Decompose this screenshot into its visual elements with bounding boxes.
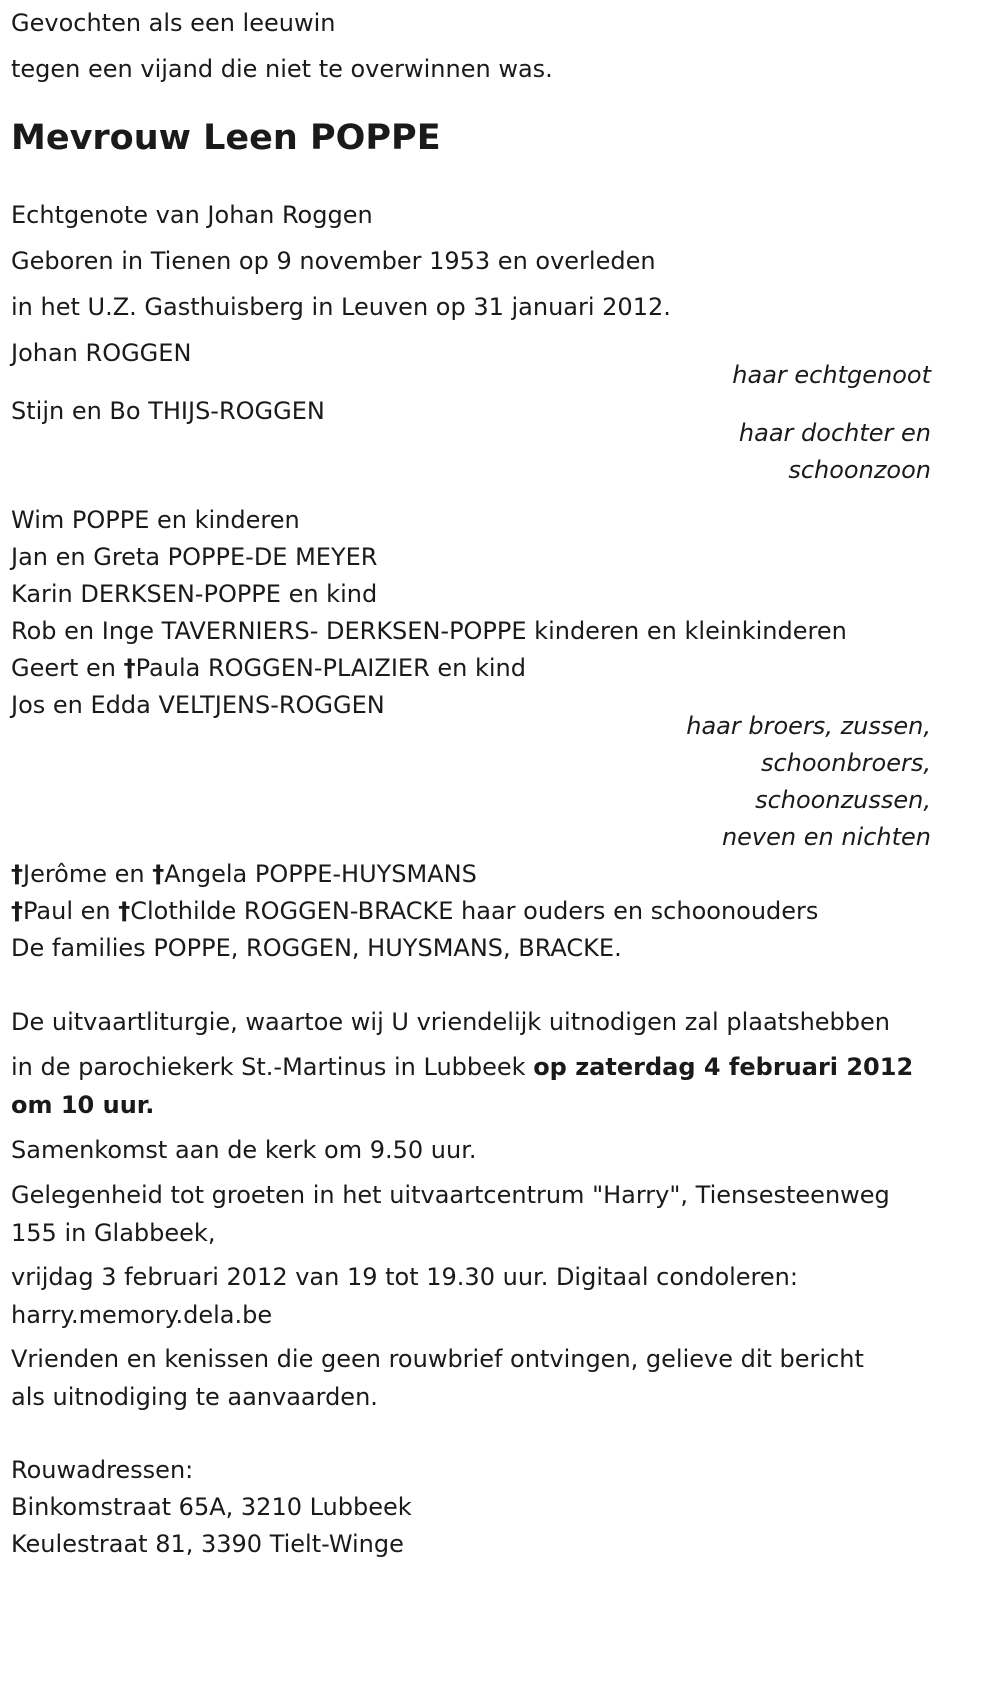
daughter-role-1: haar dochter en <box>738 419 931 447</box>
parents-line <box>11 856 931 893</box>
parent-name-part: Angela POPPE-HUYSMANS <box>164 860 477 888</box>
cross-icon: † <box>152 860 165 888</box>
greeting-line: Gelegenheid tot groeten in het uitvaartcentrum "Harry", Tiensesteenweg 155 in Glabbeek, <box>11 1181 890 1247</box>
bio-line-3: in het U.Z. Gasthuisberg in Leuven op 31 januari 2012. <box>11 293 671 321</box>
daughter-role-2: schoonzoon <box>788 456 931 484</box>
funeral-line-1: De uitvaartliturgie, waartoe wij U vriendelijk uitnodigen zal plaatshebben <box>11 1008 890 1036</box>
sibling-name-part: Geert en <box>11 654 124 682</box>
sibling-name-part: Paula ROGGEN-PLAIZIER en kind <box>135 654 526 682</box>
intro-line-2: tegen een vijand die niet te overwinnen was. <box>11 55 553 83</box>
address-line: Binkomstraat 65A, 3210 Lubbeek <box>11 1493 412 1521</box>
daughter-name: Stijn en Bo THIJS-ROGGEN <box>11 397 325 425</box>
addresses <box>11 1452 931 1563</box>
friends-line: Vrienden en kenissen die geen rouwbrief ontvingen, gelieve dit bericht als uitnodiging te aanvaarden. <box>11 1345 864 1411</box>
parents-line <box>11 893 931 930</box>
address-line: Keulestraat 81, 3390 Tielt-Winge <box>11 1530 404 1558</box>
siblings-list <box>11 502 931 724</box>
intro-line-1: Gevochten als een leeuwin <box>11 9 336 37</box>
gathering-line: Samenkomst aan de kerk om 9.50 uur. <box>11 1136 477 1164</box>
sibling-line: Wim POPPE en kinderen <box>11 506 300 534</box>
parents-list <box>11 856 931 967</box>
siblings-role-line: schoonbroers, <box>760 749 931 777</box>
families-line: De families POPPE, ROGGEN, HUYSMANS, BRACKE. <box>11 934 622 962</box>
sibling-line: Jos en Edda VELTJENS-ROGGEN <box>11 691 385 719</box>
siblings-role-line: haar broers, zussen, <box>686 712 931 740</box>
parent-name-part: Clothilde ROGGEN-BRACKE haar ouders en schoonouders <box>130 897 819 925</box>
greeting-time-line: vrijdag 3 februari 2012 van 19 tot 19.30 uur. Digitaal condoleren: harry.memory.dela.be <box>11 1263 798 1329</box>
sibling-line: Karin DERKSEN-POPPE en kind <box>11 580 378 608</box>
sibling-line <box>11 650 931 687</box>
siblings-role <box>11 708 931 856</box>
cross-icon: † <box>123 654 136 682</box>
obituary-document <box>0 3 931 1563</box>
deceased-name: Mevrouw Leen POPPE <box>11 118 441 158</box>
sibling-line: Rob en Inge TAVERNIERS- DERKSEN-POPPE kinderen en kleinkinderen <box>11 617 847 645</box>
sibling-line: Jan en Greta POPPE-DE MEYER <box>11 543 378 571</box>
cross-icon: † <box>11 897 23 925</box>
parent-name-part: Paul en <box>23 897 119 925</box>
siblings-role-line: neven en nichten <box>721 823 931 851</box>
cross-icon: † <box>11 860 23 888</box>
parent-name-part: Jerôme en <box>23 860 153 888</box>
cross-icon: † <box>118 897 131 925</box>
husband-name: Johan ROGGEN <box>11 339 192 367</box>
addresses-label: Rouwadressen: <box>11 1456 194 1484</box>
bio-line-1: Echtgenote van Johan Roggen <box>11 201 373 229</box>
bio-line-2: Geboren in Tienen op 9 november 1953 en overleden <box>11 247 656 275</box>
siblings-role-line: schoonzussen, <box>755 786 931 814</box>
funeral-church: in de parochiekerk St.-Martinus in Lubbeek <box>11 1053 534 1081</box>
funeral-line-2 <box>11 1048 916 1124</box>
funeral-date: op zaterdag 4 februari 2012 om 10 uur. <box>11 1053 914 1119</box>
husband-role: haar echtgenoot <box>732 361 931 389</box>
